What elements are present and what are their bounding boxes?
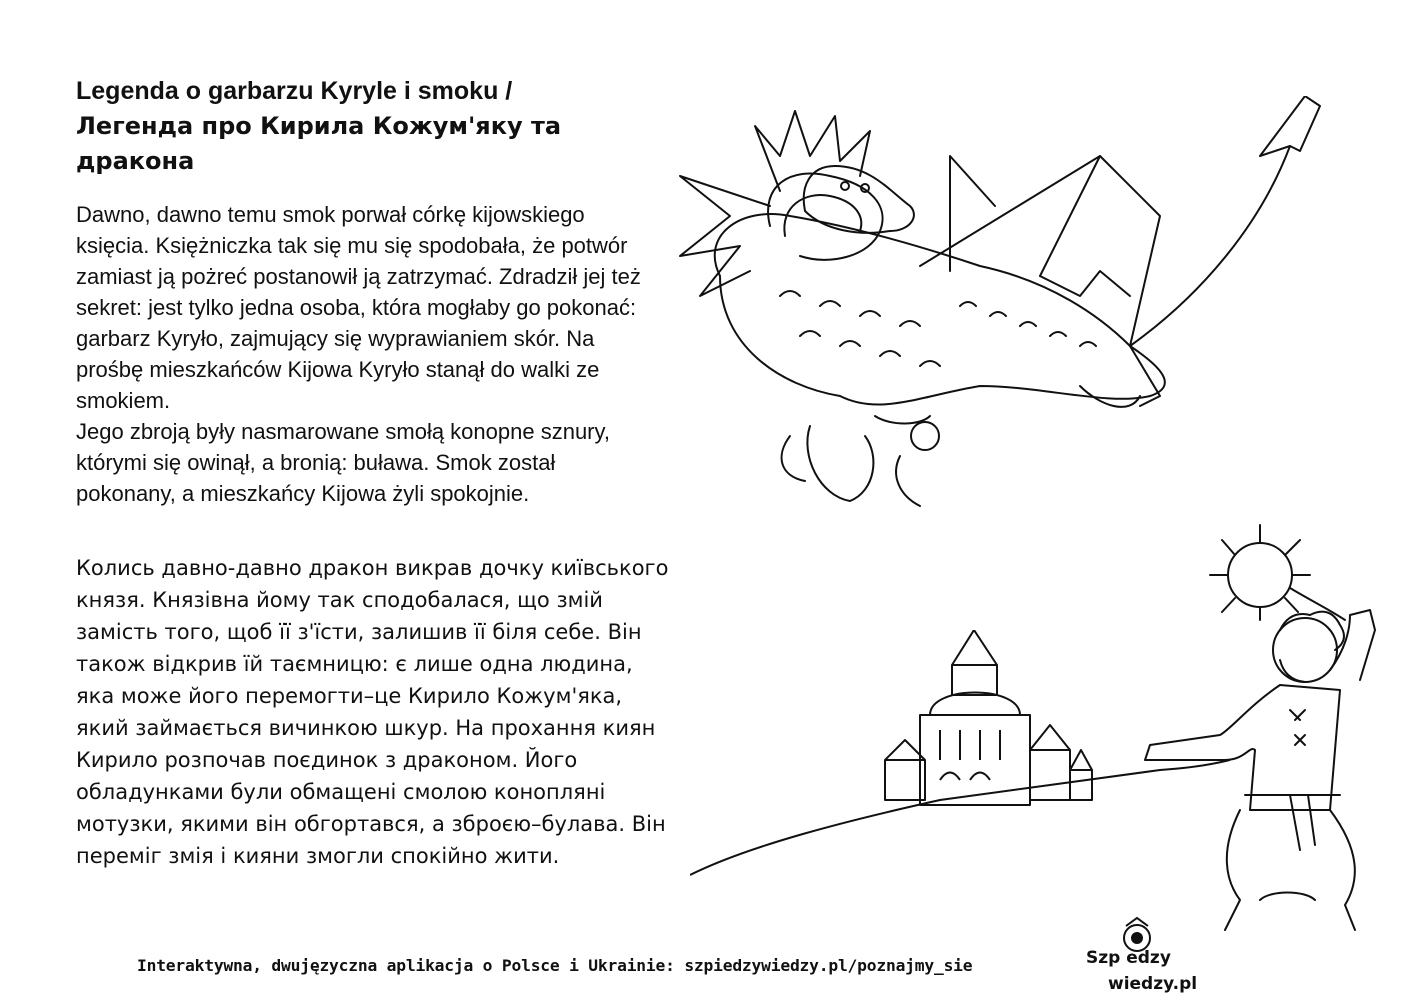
hero-illustration [1130, 520, 1390, 940]
logo-line-1: Szp edzy [1086, 948, 1171, 968]
polish-paragraph-2: Jego zbroją były nasmarowane smołą konopne sznury, którymi się owinął, a bronią: buława. Smok został pokonany, a mieszkańcy Kijowa żyli spokojnie. [76, 419, 610, 506]
page-title [76, 74, 636, 179]
ukrainian-paragraph: Колись давно-давно дракон викрав дочку київського князя. Князівна йому так сподобалася, що змій замість того, щоб її з'їсти, залишив її біля себе. Він також відкрив їй таємницю: є лише одна людина, яка може його перемогти–це Кирило Кожум'яка, який займається вичинкою шкур. На прохання киян Кирило розпочав поєдинок з драконом. Його обладунками були обмащені смолою конопляні мотузки, якими він обгортався, а зброєю–булава. Він переміг змія і кияни змогли спокійно жити. [76, 556, 669, 868]
title-ukrainian: Легенда про Кирила Кожум'яку та дракона [76, 112, 562, 175]
dragon-illustration [660, 96, 1350, 516]
title-polish: Legenda o garbarzu Kyryle i smoku / [76, 77, 513, 105]
polish-paragraph-1: Dawno, dawno temu smok porwał córkę kijowskiego księcia. Księżniczka tak się mu się spodobała, że potwór zamiast ją pożreć postanowił ją zatrzymać. Zdradził jej też sekret: jest tylko jedna osoba, która mogłaby go pokonać: garbarz Kyryło, zajmujący się wyprawianiem skór. Na prośbę mieszkańców Kijowa Kyryło stanął do walki ze smokiem. [76, 202, 641, 413]
polish-text [76, 199, 661, 509]
footer-promo-text: Interaktywna, dwujęzyczna aplikacja o Polsce i Ukrainie: szpiedzywiedzy.pl/poznajmy_sie [137, 956, 973, 975]
szpiedzy-wiedzy-logo [1086, 912, 1198, 1000]
logo-line-2: wiedzy.pl [1108, 974, 1198, 994]
